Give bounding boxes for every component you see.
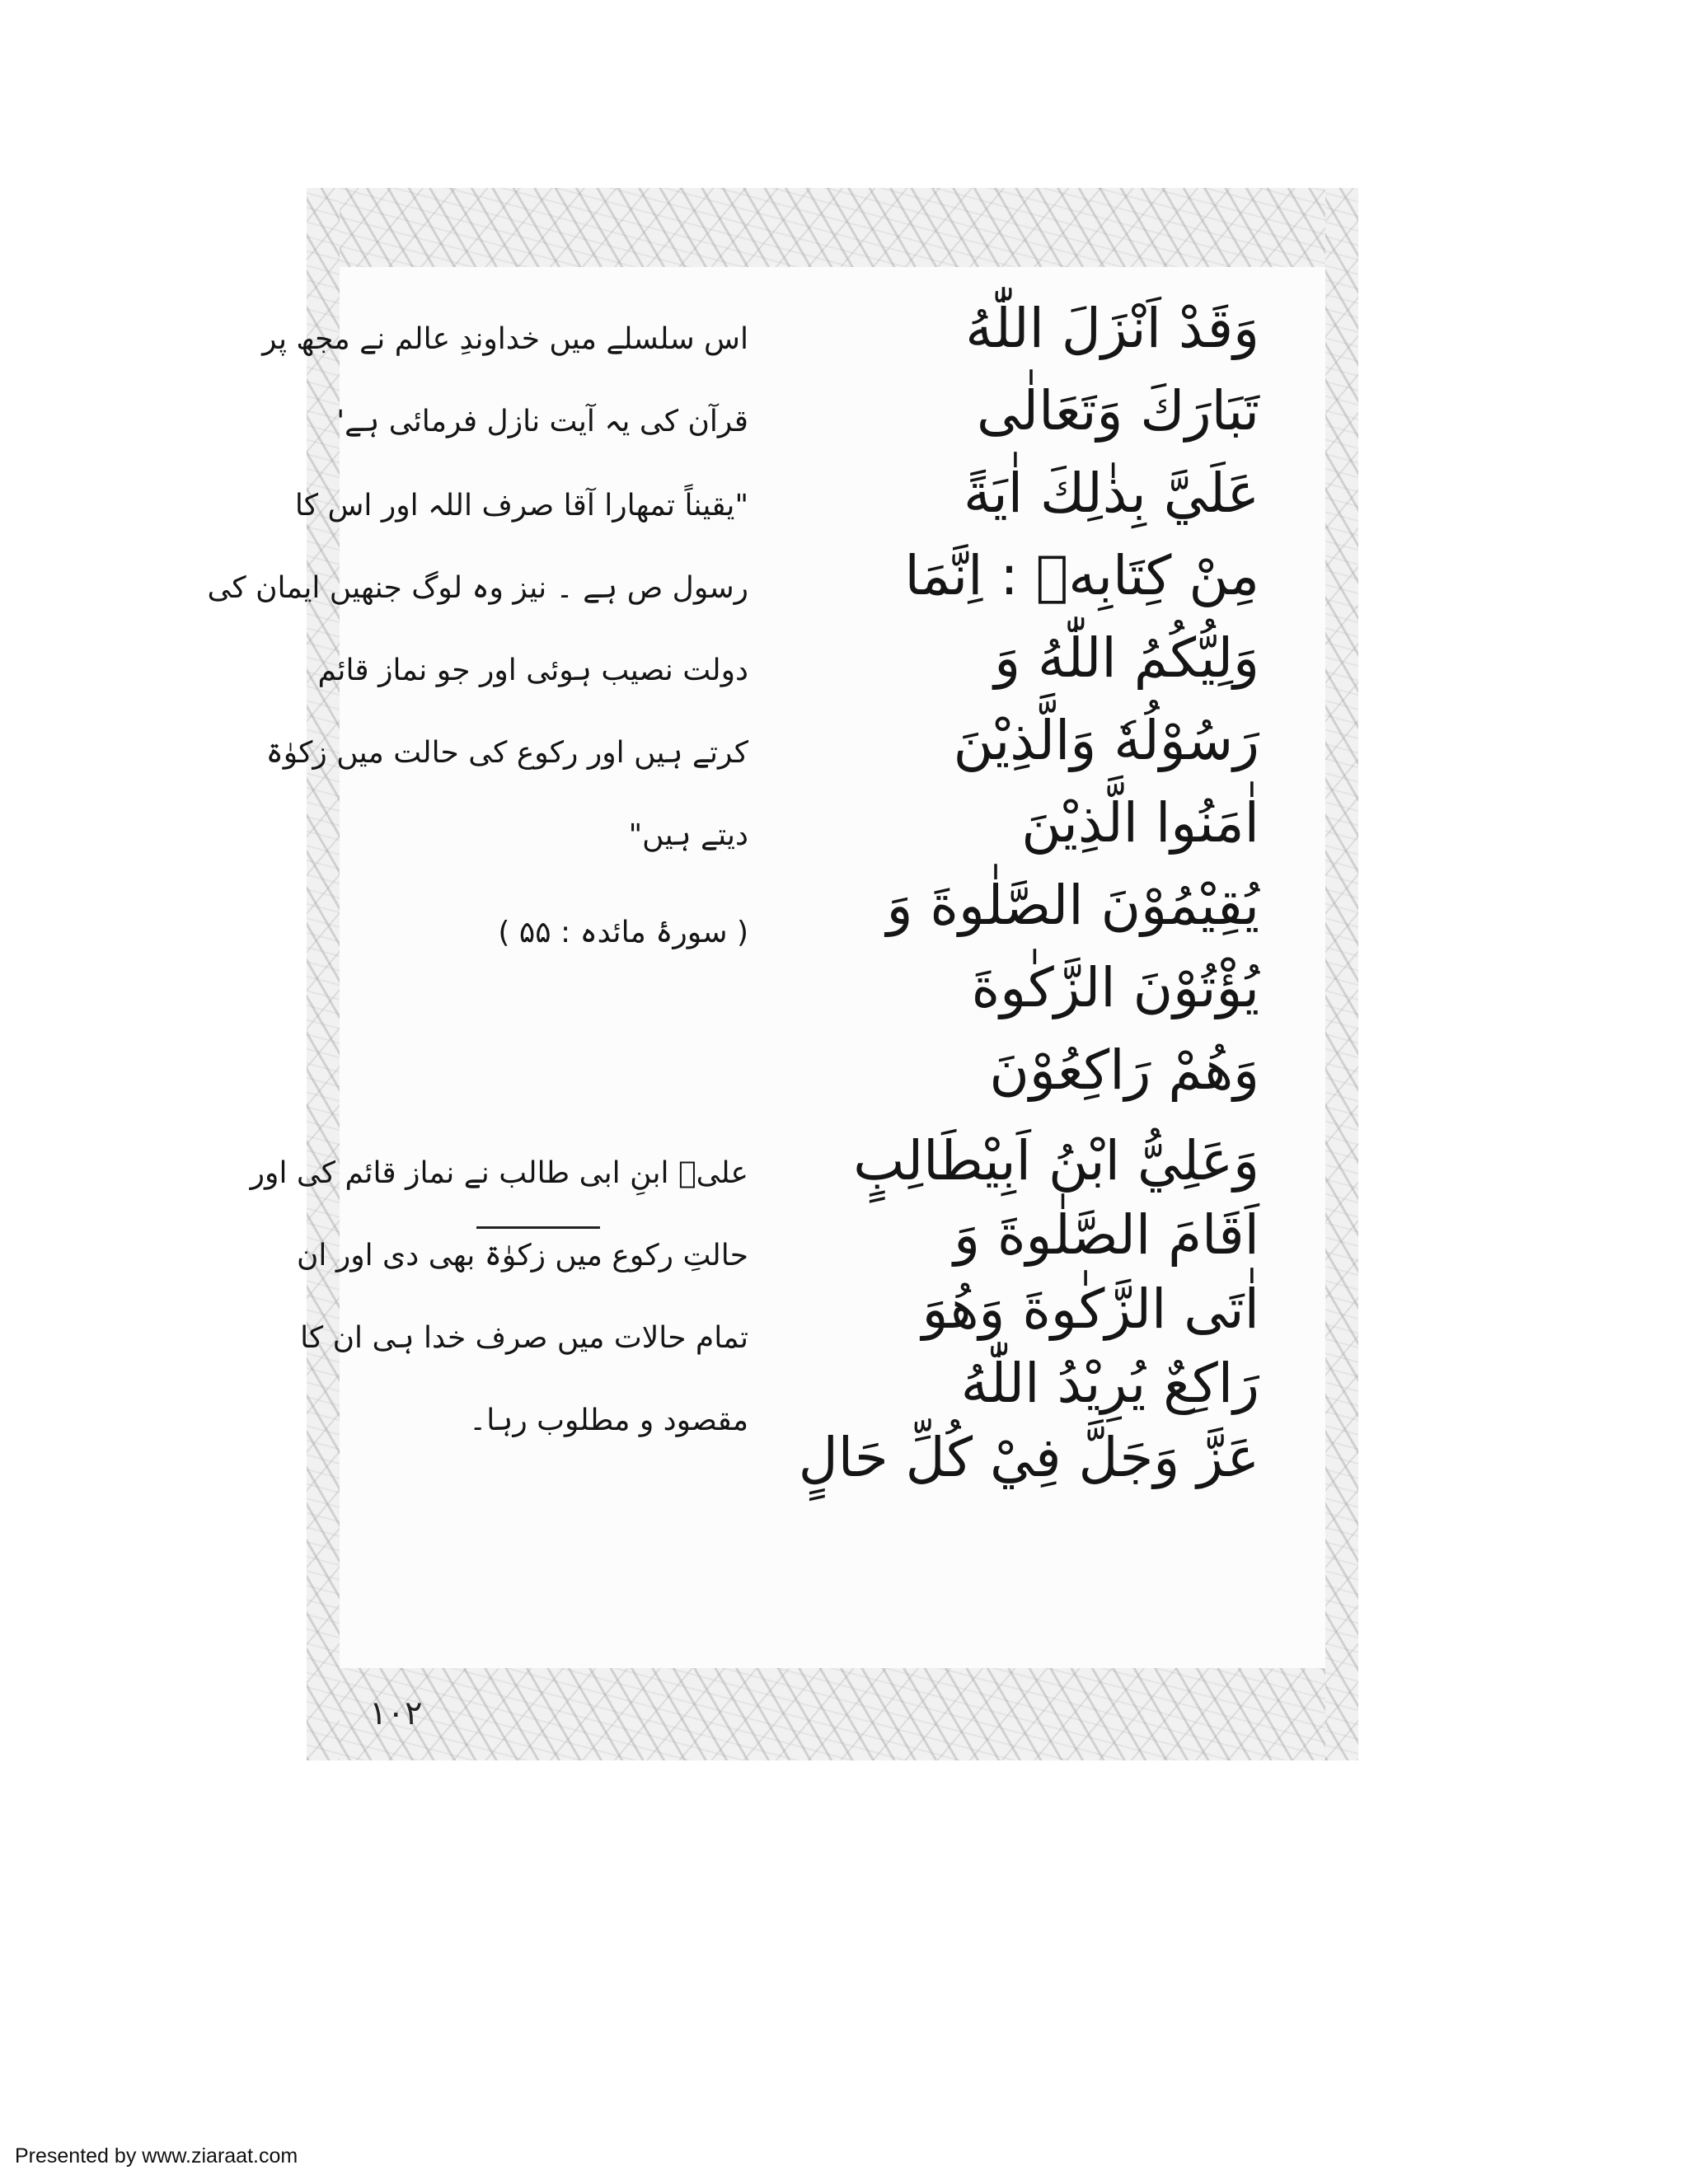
urdu-line: اس سلسلے میں خداوندِ عالم نے مجھ پر (262, 322, 748, 356)
urdu-line: قرآن کی یہ آیت نازل فرمائی ہے' (336, 405, 748, 438)
urdu-line: کرتے ہیں اور رکوع کی حالت میں زکوٰۃ (265, 736, 748, 770)
decorative-border-bottom (307, 1668, 1358, 1760)
surah-reference: ( سورۂ مائدہ : ۵۵ ) (498, 916, 748, 949)
page-frame (207, 188, 1358, 1760)
urdu-line: تمام حالات میں صرف خدا ہی ان کا (300, 1321, 748, 1355)
arabic-line: عَزَّ وَجَلَّ فِيْ كُلِّ حَالٍ (798, 1426, 1259, 1489)
arabic-line: وَقَدْ اَنْزَلَ اللّٰهُ (965, 297, 1259, 360)
arabic-line: اٰمَنُوا الَّذِيْنَ (1021, 791, 1259, 855)
arabic-line: رَسُوْلُهٗ وَالَّذِيْنَ (953, 709, 1259, 772)
urdu-line: دولت نصیب ہوئی اور جو نماز قائم (317, 654, 748, 687)
arabic-line: يُقِيْمُوْنَ الصَّلٰوةَ وَ (886, 874, 1259, 937)
arabic-line: يُؤْتُوْنَ الزَّكٰوةَ (971, 956, 1259, 1019)
decorative-border-right (1325, 188, 1358, 1760)
arabic-line: رَاكِعٌ يُرِيْدُ اللّٰهُ (960, 1352, 1259, 1415)
page-content (207, 267, 1325, 1668)
arabic-line: وَلِيُّكُمُ اللّٰهُ وَ (994, 626, 1259, 690)
arabic-line: وَهُمْ رَاكِعُوْنَ (989, 1038, 1259, 1102)
page-number: ۱۰۲ (369, 1694, 423, 1732)
urdu-line: دیتے ہیں" (628, 818, 748, 852)
arabic-line: اَقَامَ الصَّلٰوةَ وَ (954, 1203, 1259, 1267)
urdu-line: حالتِ رکوع میں زکوٰۃ بھی دی اور ان (296, 1239, 748, 1272)
footer-credit: Presented by www.ziaraat.com (15, 2144, 298, 2168)
arabic-line: اٰتَى الزَّكٰوةَ وَهُوَ (921, 1277, 1259, 1341)
decorative-border-top (307, 188, 1358, 267)
urdu-line: علیؑ ابنِ ابی طالب نے نماز قائم کی اور (250, 1156, 748, 1190)
arabic-line: وَعَلِيُّ ابْنُ اَبِيْطَالِبٍ (853, 1129, 1259, 1193)
dash-rule (476, 1226, 600, 1229)
urdu-line: مقصود و مطلوب رہا۔ (469, 1404, 748, 1437)
urdu-line: "یقیناً تمھارا آقا صرف اللہ اور اس کا (294, 489, 748, 523)
arabic-line: مِنْ كِتَابِهٖ : اِنَّمَا (904, 544, 1259, 607)
urdu-line: رسول ص ہے ۔ نیز وہ لوگ جنھیں ایمان کی (207, 571, 748, 605)
arabic-line: تَبَارَكَ وَتَعَالٰى (977, 379, 1259, 443)
arabic-line: عَلَيَّ بِذٰلِكَ اٰيَةً (963, 462, 1259, 525)
